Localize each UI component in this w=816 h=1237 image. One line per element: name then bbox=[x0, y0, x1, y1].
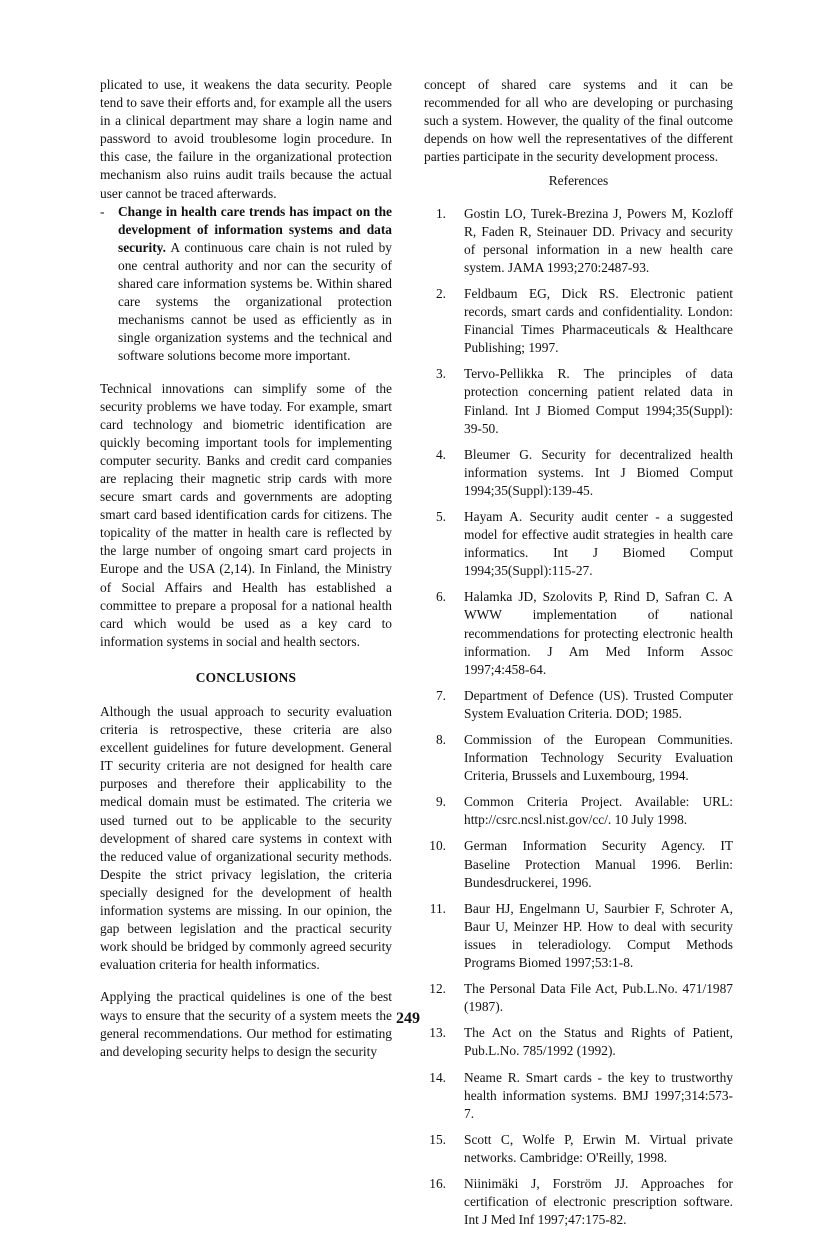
reference-number: 15. bbox=[429, 1131, 446, 1147]
reference-text: Neame R. Smart cards - the key to trustworthy health information systems. BMJ 1997;314:573-7. bbox=[464, 1069, 733, 1121]
section-heading-conclusions: CONCLUSIONS bbox=[195, 669, 297, 685]
reference-number: 11. bbox=[429, 900, 446, 916]
reference-text: German Information Security Agency. IT Baseline Protection Manual 1996. Berlin: Bundesdruckerei, 1996. bbox=[464, 838, 733, 890]
reference-item bbox=[424, 731, 733, 785]
reference-item bbox=[424, 446, 733, 500]
reference-text: Baur HJ, Engelmann U, Saurbier F, Schroter A, Baur U, Meinzer HP. How to deal with security issues in teleradiology. Comput Methods Programs Biomed 1997;53:1-8. bbox=[464, 900, 733, 971]
reference-text: The Act on the Status and Rights of Patient, Pub.L.No. 785/1992 (1992). bbox=[464, 1025, 733, 1059]
reference-number: 12. bbox=[429, 981, 446, 997]
reference-text: Commission of the European Communities. Information Technology Security Evaluation Criteria, Brussels and Luxembourg, 1994. bbox=[464, 732, 733, 784]
reference-item bbox=[424, 1069, 733, 1123]
reference-number: 6. bbox=[435, 589, 446, 605]
reference-number: 14. bbox=[429, 1069, 446, 1085]
reference-item bbox=[424, 588, 733, 678]
bullet-bold-lead: Change in health care trends has impact on the development of information systems and data security. bbox=[118, 203, 392, 255]
reference-text: Tervo-Pellikka R. The principles of data protection concerning patient related data in Finland. Int J Biomed Comput 1994;35(Suppl): 39-50. bbox=[464, 366, 733, 436]
reference-item bbox=[424, 1175, 733, 1229]
reference-text: Gostin LO, Turek-Brezina J, Powers M, Kozloff R, Faden R, Steinauer DD. Privacy and security of personal information in a new health care system. JAMA 1993;270:2487-93. bbox=[464, 205, 733, 275]
paragraph-technical-innovations: Technical innovations can simplify some of the security problems we have today. For example, smart card technology and biometric identification are quickly becoming important tools for implementing computer security. Banks and credit card companies are replacing their magnetic strip cards with more secure smart cards and governments are adopting smart card based identification cards for citizens. The topicality of the matter in health care is reflected by the large number of ongoing smart card projects in Europe and the USA (2,14). In Finland, the Ministry of Social Affairs and Health has established a committee to prepare a proposal for a national health card which would be used as a key card to information systems in social and health sectors. bbox=[100, 380, 392, 649]
bullet-dash: - bbox=[100, 203, 105, 219]
reference-text: Scott C, Wolfe P, Erwin M. Virtual private networks. Cambridge: O'Reilly, 1998. bbox=[464, 1131, 733, 1165]
reference-item bbox=[424, 837, 733, 891]
reference-number: 9. bbox=[435, 794, 446, 810]
reference-text: The Personal Data File Act, Pub.L.No. 471/1987 (1987). bbox=[464, 981, 733, 1015]
reference-text: Bleumer G. Security for decentralized health information systems. Int J Biomed Comput 1994;35(Suppl):139-45. bbox=[464, 446, 733, 498]
reference-text: Feldbaum EG, Dick RS. Electronic patient records, smart cards and confidentiality. London: Financial Times Pharmaceuticals & Healthcare Publishing; 1997. bbox=[464, 285, 733, 356]
reference-number: 5. bbox=[435, 508, 446, 524]
reference-item bbox=[424, 508, 733, 580]
paragraph-continued-right: concept of shared care systems and it can be recommended for all who are developing or purchasing such a system. However, the quality of the final outcome depends on how well the representatives of the different parties participate in the security development process. bbox=[424, 77, 733, 165]
reference-item bbox=[424, 900, 733, 972]
paragraph-guidelines: Applying the practical quidelines is one of the best ways to ensure that the security of a system meets the general recommendations. Our method for estimating and developing security helps to design the security bbox=[100, 989, 392, 1059]
reference-number: 7. bbox=[435, 687, 446, 703]
right-column bbox=[424, 76, 733, 1237]
reference-number: 1. bbox=[435, 205, 446, 221]
reference-text: Department of Defence (US). Trusted Computer System Evaluation Criteria. DOD; 1985. bbox=[464, 687, 733, 721]
paragraph-continued: plicated to use, it weakens the data security. People tend to save their efforts and, for example all the users in a clinical department may share a login name and password to avoid troublesome login procedure. In this case, the failure in the organizational protection mechanism also ruins audit trails because the actual user cannot be traced afterwards. bbox=[100, 77, 392, 201]
reference-item bbox=[424, 365, 733, 437]
reference-number: 13. bbox=[429, 1025, 446, 1041]
reference-number: 3. bbox=[435, 366, 446, 382]
bullet-item bbox=[100, 203, 392, 366]
reference-item bbox=[424, 1024, 733, 1060]
reference-text: Niinimäki J, Forström JJ. Approaches for certification of electronic prescription software. Int J Med Inf 1997;47:175-82. bbox=[464, 1175, 733, 1228]
reference-number: 2. bbox=[435, 285, 446, 301]
reference-item bbox=[424, 205, 733, 277]
bullet-body bbox=[118, 203, 392, 366]
reference-number: 8. bbox=[435, 732, 446, 747]
reference-number: 4. bbox=[435, 446, 446, 462]
bullet-text: A continuous care chain is not ruled by one central authority and nor can the security of shared care information systems be. Within shared care systems the organizational protection mechanisms cannot be used as efficiently as in single organization systems and the technical and software solutions become more important. bbox=[118, 239, 392, 364]
reference-number: 10. bbox=[429, 838, 446, 854]
reference-item bbox=[424, 285, 733, 357]
references-title: References bbox=[548, 173, 609, 189]
reference-item bbox=[424, 1131, 733, 1167]
reference-item bbox=[424, 793, 733, 829]
references-list bbox=[424, 205, 733, 1230]
left-column bbox=[100, 76, 392, 1061]
reference-number: 16. bbox=[429, 1175, 446, 1191]
page-number: 249 bbox=[396, 1010, 420, 1027]
paragraph-conclusions: Although the usual approach to security evaluation criteria is retrospective, these criteria are also excellent guidelines for future development. General IT security criteria are not designed for health care purposes and therefore their applicability to the medical domain must be estimated. The criteria we used turned out to be applicable to the security development of shared care systems in context with the reduced value of organizational security methods. Despite the strict privacy legislation, the criteria specially designed for the development of health information systems are missing. In our opinion, the gap between legislation and the practical security work should be bridged by commonly agreed security evaluation criteria for health informatics. bbox=[100, 704, 392, 973]
reference-text: Hayam A. Security audit center - a suggested model for effective audit strategies in health care informatics. Int J Biomed Comput 1994;35(Suppl):115-27. bbox=[464, 508, 733, 579]
reference-text: Common Criteria Project. Available: URL: http://csrc.ncsl.nist.gov/cc/. 10 July 1998. bbox=[464, 794, 733, 828]
reference-text: Halamka JD, Szolovits P, Rind D, Safran C. A WWW implementation of national recommendations for protecting electronic health information. J Am Med Inform Assoc 1997;4:458-64. bbox=[464, 589, 733, 677]
reference-item bbox=[424, 687, 733, 723]
